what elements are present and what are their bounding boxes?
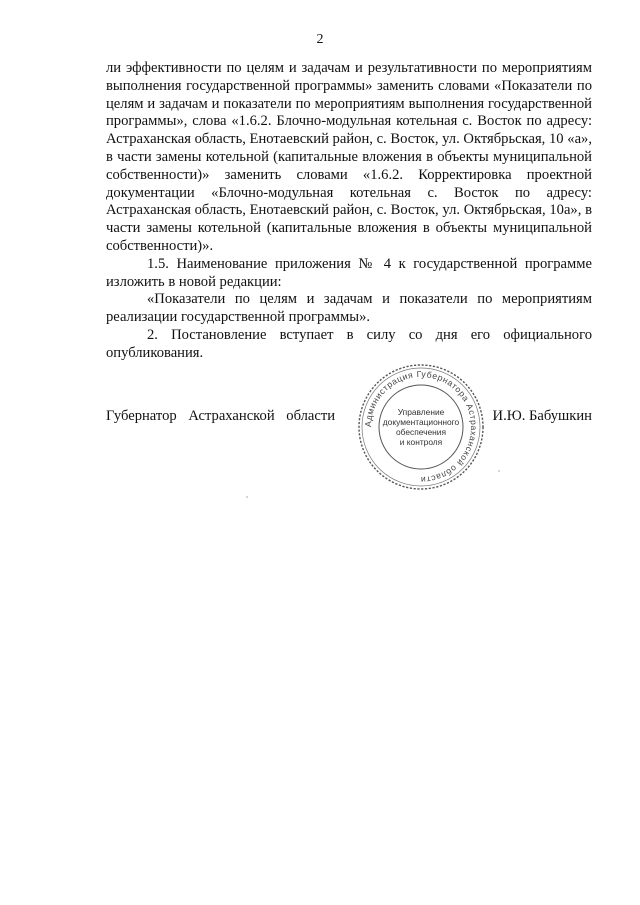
paragraph-item-1-5: 1.5. Наименование приложения № 4 к государственной программе изложить в новой редакции:	[106, 255, 592, 290]
official-stamp	[355, 361, 487, 493]
stamp-inner-text	[355, 361, 487, 493]
stamp-inner-line: Управление	[397, 407, 445, 417]
scan-speck	[498, 470, 500, 472]
document-body	[106, 60, 592, 363]
page-number: 2	[316, 32, 324, 47]
stamp-inner-line: обеспечения	[396, 427, 446, 437]
paragraph-new-title: «Показатели по целям и задачам и показатели по мероприятиям реализации государственной программы».	[106, 291, 592, 326]
paragraph-continuation: ли эффективности по целям и задачам и результативности по мероприятиям выполнения государственной программы» заменить словами «Показатели по целям и задачам и показатели по мероприятиям выполнения государственной программы», слова «1.6.2. Блочно-модульная котельная с. Восток по адресу: Астраханская область, Енотаевский район, с. Восток, ул. Октябрьская, 10 «а», в части замены котельной (капитальные вложения в объекты муниципальной собственности)» заменить словами «1.6.2. Корректировка проектной документации «Блочно-модульная котельная с. Восток по адресу: Астраханская область, Енотаевский район, с. Восток, ул. Октябрьская, 10а», в части замены котельной (капитальные вложения в объекты муниципальной собственности)».	[106, 60, 592, 254]
signatory-position: Губернатор Астраханской области	[106, 408, 336, 424]
paragraph-item-2: 2. Постановление вступает в силу со дня его официального опубликования.	[106, 326, 592, 361]
stamp-inner-line: и контроля	[399, 437, 443, 447]
stamp-ring-text: Администрация Губернатора Астраханской области	[362, 368, 480, 486]
stamp-inner-line: документационного	[382, 417, 460, 427]
scan-speck	[246, 496, 248, 498]
signature-block	[106, 408, 592, 432]
signatory-name: И.Ю. Бабушкин	[492, 408, 592, 424]
